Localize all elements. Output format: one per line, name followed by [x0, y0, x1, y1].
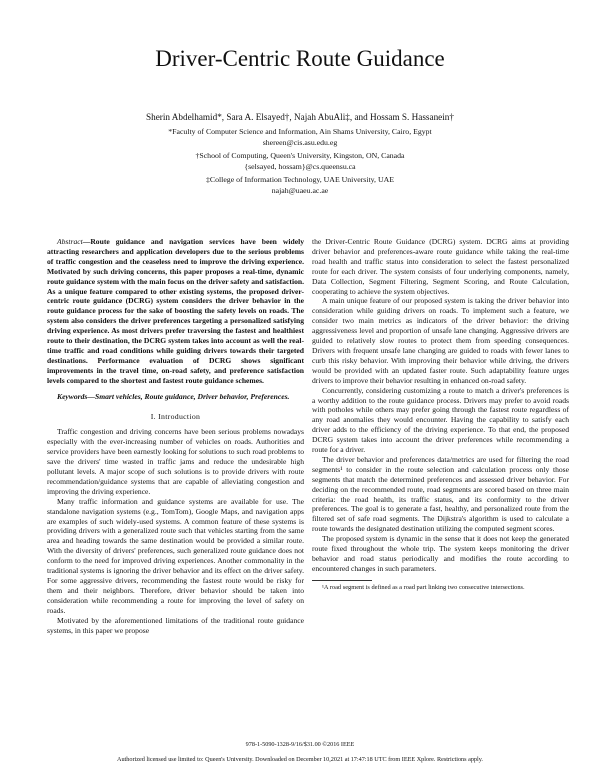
keywords-label: Keywords — [57, 391, 88, 401]
abstract-text: —Route guidance and navigation services have been widely attracting researchers and application developers due to the serious problems of traffic congestion and the ceaseless need to improve the driving experience. Motivated by such driving concerns, this paper proposes a real-time, dynamic route guidance system with the main focus on the driver safety and satisfaction. As a unique feature compared to other existing systems, the proposed driver-centric route guidance (DCRG) system considers the driver behavior in the route guidance process for the sake of boosting the safety levels on roads. The system also considers the driver preferences targeting a personalized satisfying driving experience. As most drivers prefer traversing the fastest and healthiest route to their destination, the DCRG system takes into account as well the real-time traffic and road conditions while guiding drivers towards their targeted destinations. Performance evaluation of DCRG shows significant improvements in the travel time, on-road safety, and preference satisfaction levels compared to the shortest and fastest route guidance schemes. — [47, 237, 304, 385]
affiliation-line: *Faculty of Computer Science and Information, Ain Shams University, Cairo, Egypt — [168, 127, 432, 136]
abstract-label: Abstract — [57, 237, 83, 246]
body-paragraph: A main unique feature of our proposed system is taking the driver behavior into consideration while guiding drivers on roads. To implement such a feature, we consider two main metrics as indicators of the driver behavior: the driving aggressiveness level and proportion of unsafe lane changing. Aggressive drivers are guided to relatively slow routes to protect them from speeding consequences. Drivers with frequent unsafe lane changing are guided to roads with fewer lanes to curb this risky behavior. With improving their behavior while driving, the drivers would be provided with an updated faster route. Such adaptability feature urges drivers to improve their behavior resulting in enhanced on-road safety. — [312, 296, 569, 385]
body-paragraph: Traffic congestion and driving concerns have been serious problems nowadays especially with the ever-increasing number of vehicles on roads. Authorities and service providers have been earnestly looking for solutions to such road problems to save the drivers' time wasted in traffic jams and reduce the undesirable high pollutant levels. A major scope of such solutions is to provide drivers with route recommendation/guidance systems that are capable of alleviating congestion and improving the driving experience. — [47, 427, 304, 496]
affiliation-email: najah@uaeu.ac.ae — [271, 186, 329, 195]
affiliation-email: shereen@cis.asu.edu.eg — [262, 138, 338, 147]
affiliation-line: †School of Computing, Queen's University, Kingston, ON, Canada — [195, 151, 405, 160]
left-column — [47, 237, 304, 635]
body-paragraph: The driver behavior and preferences data/metrics are used for filtering the road segments¹ to consider in the route selection and calculation process only those segments that match the determined preferences and assessed driver behavior. For deciding on the recommended route, road segments are scored based on three main criteria: the road health, its traffic status, and its conformity to the driver preferences. The goal is to generate a fast, healthy, and personalized route from the filtered set of safe road segments. The Dijkstra's algorithm is used to calculate a route towards the designated destination utilizing the computed segment scores. — [312, 454, 569, 534]
section-heading: I. Introduction — [150, 411, 201, 421]
isbn-line: 978-1-5090-1328-9/16/$31.00 ©2016 IEEE — [245, 741, 355, 748]
affiliation-email: {selsayed, hossam}@cs.queensu.ca — [244, 162, 356, 171]
keywords-text: —Smart vehicles, Route guidance, Driver behavior, Preferences. — [87, 391, 290, 401]
body-paragraph: Concurrently, considering customizing a route to match a driver's preferences is a worthy addition to the route guidance process. Drivers may prefer to avoid roads with potholes while others may prefer going through the fastest route regardless of any road anomalies they would encounter. Having the capability to satisfy each driver adds to the efficiency of the driving experience. To that end, the proposed DCRG system takes into account the driver preferences while recommending a route for a driver. — [312, 385, 569, 455]
body-paragraph: the Driver-Centric Route Guidance (DCRG) system. DCRG aims at providing driver behavior and preferences-aware route guidance while taking the real-time road health and traffic status into consideration to select the fastest personalized route for each driver. The system consists of four underlying components, namely, Data Collection, Segment Filtering, Segment Scoring, and Route Calculation, cooperating to achieve the system objectives. — [312, 237, 569, 296]
license-notice: Authorized licensed use limited to: Queen's University. Downloaded on December 10,2021 at 17:47:18 UTC from IEEE Xplore. Restrictions apply. — [117, 756, 483, 763]
keywords — [47, 392, 304, 402]
paper-title: Driver-Centric Route Guidance — [155, 46, 445, 71]
right-column — [312, 237, 569, 592]
body-paragraph: Motivated by the aforementioned limitations of the traditional route guidance systems, in this paper we propose — [47, 615, 304, 635]
author-list: Sherin Abdelhamid*, Sara A. Elsayed†, Najah AbuAli‡, and Hossam S. Hassanein† — [146, 112, 454, 122]
body-paragraph: The proposed system is dynamic in the sense that it does not keep the generated route fixed throughout the whole trip. The system keeps monitoring the driver behavior and road status periodically and modifies the route according to encountered changes in such parameters. — [312, 534, 569, 573]
body-paragraph: Many traffic information and guidance systems are available for use. The standalone navigation systems (e.g., TomTom), Google Maps, and navigation apps are examples of such widely-used systems. A common feature of these systems is providing drivers with a generalized route such that vehicles starting from the same area and heading towards the same destination would be provided a similar route. With the diversity of drivers' preferences, such generalized route guidance does not conform to the need for improved driving experiences. Another commonality in the traditional systems is ignoring the driver behavior and its effect on the driver safety. For some aggressive drivers, recommending the fastest route would be risky for them and their neighbors. Therefore, driver behavior should be taken into consideration while recommending a route for improving the level of safety on roads. — [47, 496, 304, 615]
abstract — [47, 237, 304, 386]
footnote-divider — [312, 580, 372, 581]
footnote: ¹A road segment is defined as a road part linking two consecutive intersections. — [322, 583, 525, 591]
affiliation-line: ‡College of Information Technology, UAE University, UAE — [206, 175, 394, 184]
